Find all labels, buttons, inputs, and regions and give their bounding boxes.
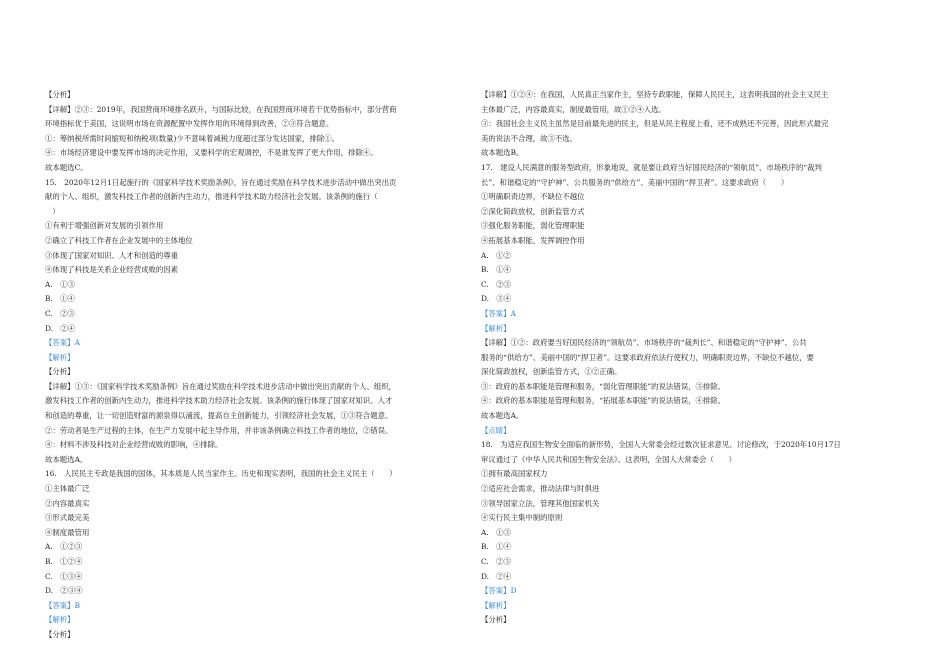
left-column xyxy=(45,88,465,643)
text-line: 【分析】 xyxy=(45,629,75,639)
text-line: 17. 建设人民满意的服务型政府，形象地说，就是要让政府当好国民经济的“领航员”、市场秩序的“裁判 xyxy=(481,162,822,172)
text-line: 故本题选A。 xyxy=(481,411,524,421)
text-line: A. ①② xyxy=(481,250,511,260)
text-line: ①主体最广泛 xyxy=(45,484,90,494)
text-line: D. ②④ xyxy=(45,323,76,333)
text-line: B. ①②④ xyxy=(45,557,83,566)
text-line: ③领导国家立法，管理其他国家机关 xyxy=(481,498,600,508)
text-line: 【分析】 xyxy=(481,615,511,625)
text-line: C. ①③④ xyxy=(45,571,83,581)
text-line: 【分析】 xyxy=(45,90,75,99)
text-line: 激发科技工作者的创新内生动力，推进科学技术助力经济社会发展。该条例的施行体现了国家对知识、人才 xyxy=(45,396,393,406)
text-line: 美的说法不合理，故③不选。 xyxy=(481,133,578,143)
text-line: 【点睛】 xyxy=(481,425,511,435)
text-line: ③：我国社会主义民主虽然是目前最先进的民主，但是从民主程度上看，还不成熟还不完善，因此形式最完 xyxy=(481,119,829,129)
text-line: A. ①③ xyxy=(45,279,75,289)
text-line: ） xyxy=(45,206,60,216)
text-line: 故本题选A。 xyxy=(45,454,88,464)
text-line: 【详解】①②④：在我国，人民真正当家作主，坚持专政职能，保障人民民主，这表明我国的社会主义民主 xyxy=(481,90,829,99)
text-line: ④拓展基本职能，发挥调控作用 xyxy=(481,235,585,245)
text-line: 【解析】 xyxy=(481,600,511,610)
text-line: ③强化服务职能，弱化管理职能 xyxy=(481,221,585,231)
text-line: C. ②③ xyxy=(481,279,511,289)
text-line: 【答案】A xyxy=(45,338,80,348)
text-line: 【详解】②③：2019年，我国营商环境排名跃升，与国际比较，在我国营商环境若干优势指标中，部分营商 xyxy=(45,104,397,114)
text-line: 【详解】①②：政府要当好国民经济的“领航员”、市场秩序的“裁判长”、和谐稳定的“守护神”、公共 xyxy=(481,338,807,348)
text-line: 审议通过了《中华人民共和国生物安全法》。这表明，全国人大常委会（ ） xyxy=(481,454,736,464)
text-line: 18. 为适应我国生物安全面临的新形势，全国人大常委会经过数次征求意见、讨论修改，于2020年10月17日 xyxy=(481,440,841,450)
text-line: 【解析】 xyxy=(45,352,75,362)
text-line: 【详解】①③：《国家科学技术奖励条例》旨在通过奖励在科学技术进步活动中做出突出贡献的个人、组织， xyxy=(45,381,397,391)
text-line: C. ②③ xyxy=(481,557,511,566)
text-line: 主体最广泛，内容最真实，制度最管用，故①②④入选。 xyxy=(481,104,666,114)
text-line: ②确立了科技工作者在企业发展中的主体地位 xyxy=(45,235,193,245)
text-line: ①拥有最高国家权力 xyxy=(481,469,548,479)
text-line: 15. 2020年12月1日起施行的《国家科学技术奖励条例》，旨在通过奖励在科学技术进步活动中做出突出贡 xyxy=(45,177,397,187)
text-line: ②内容最真实 xyxy=(45,498,90,508)
text-line: 【解析】 xyxy=(481,323,511,333)
text-line: ④：市场经济建设中要发挥市场的决定作用，又要科学的宏观调控，不是谁发挥了更大作用，排除④。 xyxy=(45,148,378,158)
text-line: D. ②④ xyxy=(481,571,512,581)
right-column xyxy=(481,88,901,628)
text-line: ③：政府的基本职能是管理和服务，“弱化管理职能”的说法错误，③排除。 xyxy=(481,381,726,391)
text-line: 【答案】B xyxy=(45,600,80,610)
text-line: 【分析】 xyxy=(45,367,75,377)
text-line: 深化简政放权，创新监管方式，①②正确。 xyxy=(481,367,622,377)
text-line: 【答案】D xyxy=(481,586,517,596)
text-line: B. ①④ xyxy=(45,294,75,304)
text-line: 故本题选B。 xyxy=(481,148,524,158)
text-line: ①有利于增强创新对发展的引领作用 xyxy=(45,221,164,231)
text-line: ②适应社会需求，推动法律与时俱进 xyxy=(481,484,600,494)
text-line: C. ②③ xyxy=(45,308,75,318)
text-line: 故本题选C。 xyxy=(45,162,88,172)
text-line: ②：劳动者是生产过程的主体，在生产力发展中起主导作用，并非该条例确立科技工作者的地位，②错误。 xyxy=(45,425,393,435)
text-line: 16. 人民民主专政是我国的国体，其本质是人民当家作主。历史和现实表明，我国的社会主义民主（ ） xyxy=(45,469,397,479)
text-line: 【答案】A xyxy=(481,308,516,318)
text-line: D. ③④ xyxy=(481,294,512,304)
text-line: ③体现了国家对知识、人才和创造的尊重 xyxy=(45,250,179,260)
text-line: ④：材料不涉及科技对企业经营成败的影响，④排除。 xyxy=(45,440,223,450)
text-line: B. ①④ xyxy=(481,265,511,275)
text-line: ④制度最管用 xyxy=(45,527,90,537)
text-line: 【解析】 xyxy=(45,615,75,625)
text-line: ④：政府的基本职能是管理和服务，“拓展基本职能”的说法错误，④排除。 xyxy=(481,396,726,406)
text-line: A. ①②③ xyxy=(45,542,83,552)
text-line: 长”、和谐稳定的“守护神”、公共服务的“供给方”、美丽中国的“捍卫者”。这要求政府（ ） xyxy=(481,177,789,187)
text-line: ①明确职责边界，不缺位不越位 xyxy=(481,192,585,202)
text-line: ④实行民主集中制的原则 xyxy=(481,513,563,523)
text-line: ①：筹纳税所需时间缩短和纳税项(数量)少不意味着减税力度超过部分发达国家，排除①。 xyxy=(45,133,340,143)
text-line: 献的个人、组织，激发科技工作者的创新内生动力，推进科学技术助力经济社会发展。该条例的施行（ xyxy=(45,192,378,202)
text-line: 和创造的尊重，让一切创造财富的源泉得以涌流，提高自主创新能力，引领经济社会发展，①③符合题意。 xyxy=(45,411,393,421)
text-line: D. ②③④ xyxy=(45,586,83,596)
text-line: ③形式最完美 xyxy=(45,513,90,523)
text-line: 服务的“供给方”、美丽中国的“捍卫者”。这要求政府依法行使权力，明确职责边界，不缺位不越位，要 xyxy=(481,352,814,362)
text-line: A. ①③ xyxy=(481,527,511,537)
text-line: 环境指标优于美国，这说明市场在资源配置中发挥作用的环境得到改善，②③符合题意。 xyxy=(45,119,334,129)
text-line: B. ①④ xyxy=(481,542,511,552)
text-line: ②深化简政放权，创新监管方式 xyxy=(481,206,585,216)
text-line: ④体现了科技是关系企业经营成败的因素 xyxy=(45,265,179,275)
